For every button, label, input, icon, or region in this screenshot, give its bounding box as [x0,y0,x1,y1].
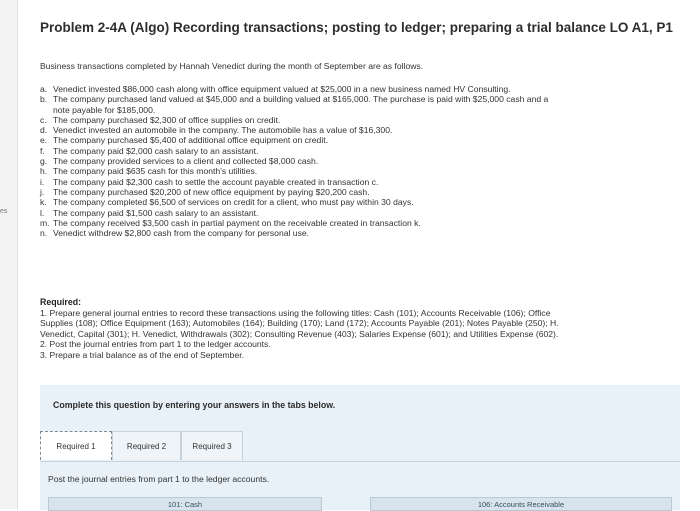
transaction-letter: f. [40,145,45,156]
required-line: 2. Post the journal entries from part 1 to the ledger accounts. [40,339,271,350]
transaction-letter: j. [40,186,45,197]
transaction-item [40,177,700,187]
tab-required-3[interactable]: Required 3 [181,431,243,460]
transaction-letter: c. [40,114,47,125]
transaction-item [40,115,700,125]
transaction-item [40,146,700,156]
required-line: 3. Prepare a trial balance as of the end of September. [40,349,244,360]
transaction-text: Venedict invested $86,000 cash along with office equipment valued at $25,000 in a new business named HV Consulting. [53,84,511,94]
transaction-text: Venedict withdrew $2,800 cash from the company for personal use. [53,228,310,239]
transaction-list [40,84,700,238]
transaction-item [40,228,700,238]
transaction-letter: g. [40,156,48,167]
transaction-text: The company received $3,500 cash in partial payment on the receivable created in transaction k. [53,217,421,228]
tab-panel [40,461,680,510]
transaction-letter: k. [40,197,47,208]
transaction-letter: h. [40,166,48,177]
transaction-letter: e. [40,135,48,146]
ledger-tab-cash[interactable]: 101: Cash [48,497,322,511]
tab-required-1[interactable]: Required 1 [40,431,112,460]
transaction-letter: b. [40,94,48,105]
required-line: 1. Prepare general journal entries to record these transactions using the following titles: Cash (101); Accounts Receivable (106); Office [40,308,551,318]
transaction-text: The company purchased $5,400 of additional office equipment on credit. [53,135,329,146]
transaction-item [40,84,700,94]
ledger-tab-accounts-receivable[interactable]: 106: Accounts Receivable [370,497,672,511]
transaction-text: Venedict invested an automobile in the company. The automobile has a value of $16,300. [53,125,393,136]
transaction-text: The company purchased $20,200 of new office equipment by paying $20,200 cash. [53,186,370,197]
problem-title: Problem 2-4A (Algo) Recording transactions; posting to ledger; preparing a trial balance LO A1, P1 [40,20,673,35]
answer-panel-title: Complete this question by entering your answers in the tabs below. [53,400,336,410]
required-line: Venedict, Capital (301); H. Venedict, Withdrawals (302); Consulting Revenue (403); Salaries Expense (601); and Utilities Expense (602). [40,328,559,339]
required-tabs [40,431,243,461]
transaction-letter: m. [40,217,50,228]
transaction-item [40,166,700,176]
transaction-item [40,218,700,228]
transaction-text: The company provided services to a client and collected $8,000 cash. [53,156,319,167]
transaction-text: note payable for $185,000. [53,104,156,115]
tab-required-2[interactable]: Required 2 [112,431,181,460]
transaction-letter: l. [40,207,45,218]
transaction-text: The company purchased land valued at $45,000 and a building valued at $165,000. The purchase is paid with $25,000 cash and a [53,94,549,105]
tab-panel-instruction: Post the journal entries from part 1 to the ledger accounts. [48,474,270,484]
transaction-item [40,208,700,218]
required-line: Supplies (108); Office Equipment (163); Automobiles (164); Building (170); Land (172); Accounts Payable (201); Notes Payable (250); H. [40,318,559,329]
transaction-text: The company paid $635 cash for this month's utilities. [53,166,258,177]
transaction-text: The company paid $2,000 cash salary to an assistant. [53,145,259,156]
left-side-rail [0,0,18,509]
transaction-item [40,187,700,197]
rail-label: es [0,208,8,215]
transaction-item [40,125,700,135]
answer-panel [40,385,680,509]
transaction-letter: d. [40,125,48,136]
transaction-item-continued [40,105,700,115]
transaction-item [40,135,700,145]
transaction-letter: i. [40,176,45,187]
intro-text: Business transactions completed by Hannah Venedict during the month of September are as follows. [40,61,424,71]
required-heading: Required: [40,297,82,307]
transaction-item [40,94,700,104]
required-section [40,297,695,360]
transaction-letter: a. [40,84,48,94]
transaction-letter: n. [40,228,48,239]
transaction-item [40,197,700,207]
transaction-text: The company paid $1,500 cash salary to an assistant. [53,207,259,218]
transaction-text: The company completed $6,500 of services on credit for a client, who must pay within 30 days. [53,197,414,208]
transaction-item [40,156,700,166]
transaction-text: The company paid $2,300 cash to settle the account payable created in transaction c. [53,176,379,187]
transaction-text: The company purchased $2,300 of office supplies on credit. [53,114,281,125]
